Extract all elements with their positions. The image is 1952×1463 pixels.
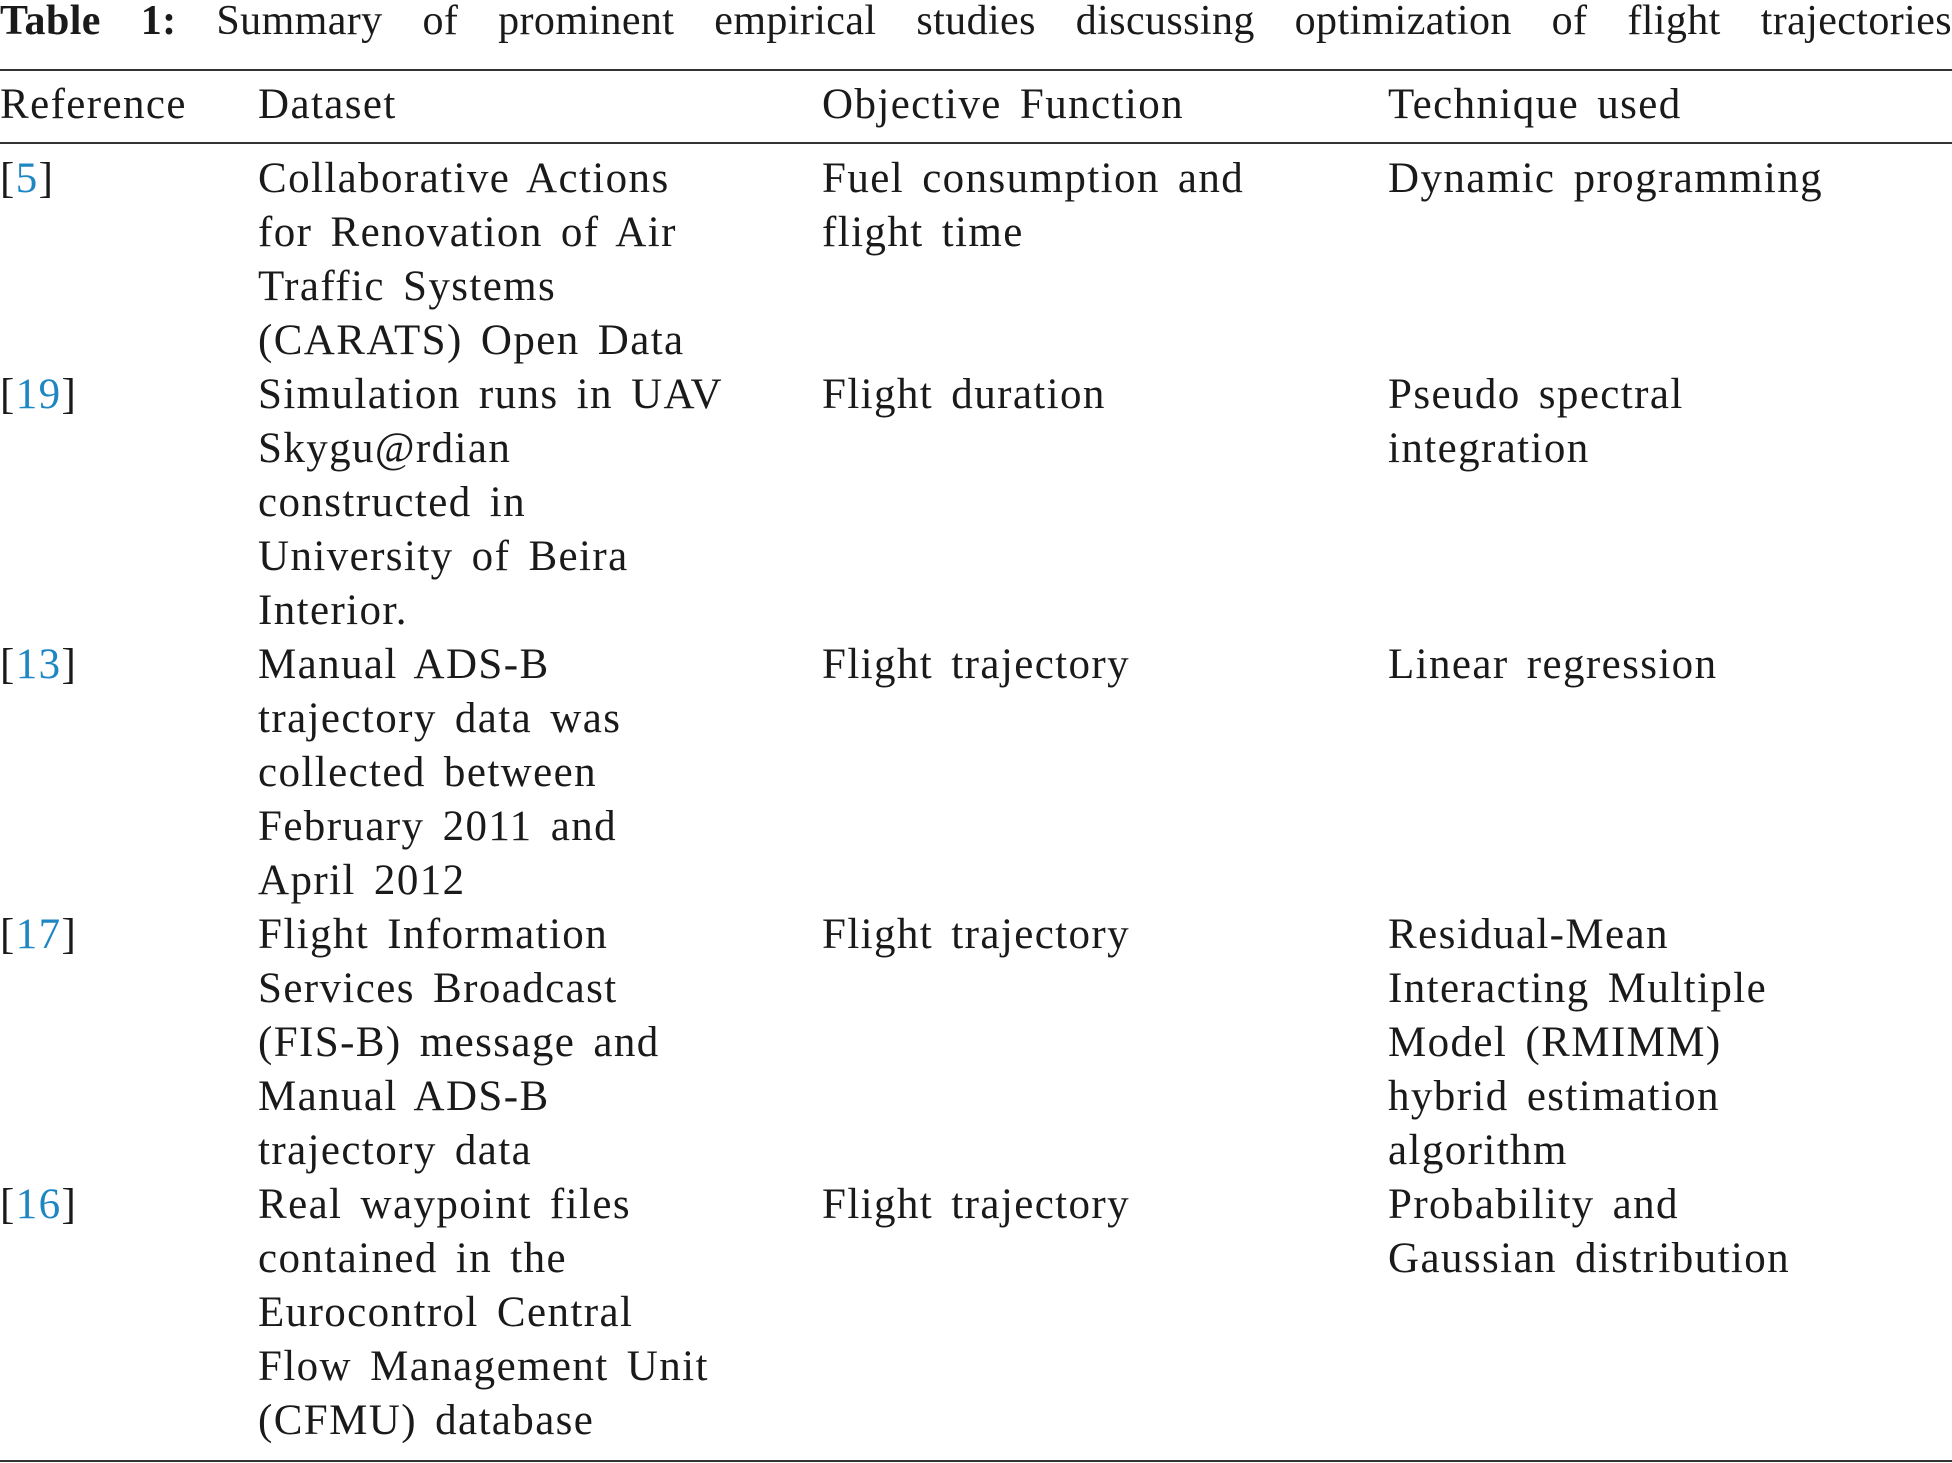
dataset-cell-line: constructed in — [258, 479, 526, 526]
citation-close-bracket: ] — [38, 155, 55, 202]
technique-cell-line: Dynamic programming — [1388, 155, 1824, 202]
dataset-cell-line: February 2011 and — [258, 803, 618, 850]
table-top-rule — [0, 69, 1952, 71]
dataset-cell-line: Manual ADS-B — [258, 1073, 550, 1120]
technique-cell-line: integration — [1388, 425, 1590, 472]
dataset-cell-line: Collaborative Actions — [258, 155, 670, 202]
citation-close-bracket: ] — [61, 371, 78, 418]
dataset-cell-line: Real waypoint files — [258, 1181, 631, 1228]
dataset-cell-line: Manual ADS-B — [258, 641, 550, 688]
technique-cell-line: Pseudo spectral — [1388, 371, 1684, 418]
objective-cell — [822, 368, 1106, 422]
citation-link[interactable]: 5 — [15, 155, 39, 202]
dataset-cell-line: Services Broadcast — [258, 965, 618, 1012]
technique-cell-line: algorithm — [1388, 1127, 1568, 1174]
objective-cell-line: Flight trajectory — [822, 1181, 1131, 1228]
objective-cell — [822, 152, 1244, 260]
dataset-cell-line: (CFMU) database — [258, 1397, 595, 1444]
technique-cell-line: hybrid estimation — [1388, 1073, 1720, 1120]
dataset-cell-line: University of Beira — [258, 533, 629, 580]
citation-link[interactable]: 16 — [15, 1181, 62, 1228]
objective-cell — [822, 638, 1130, 692]
objective-cell — [822, 1178, 1130, 1232]
dataset-cell-line: contained in the — [258, 1235, 568, 1282]
citation-open-bracket: [ — [0, 641, 16, 688]
header-reference: Reference — [0, 81, 187, 128]
technique-cell — [1388, 1178, 1790, 1286]
objective-cell-line: Flight trajectory — [822, 641, 1131, 688]
citation-open-bracket: [ — [0, 911, 16, 958]
dataset-cell — [258, 368, 723, 638]
reference-cell — [0, 908, 77, 962]
citation-open-bracket: [ — [0, 155, 16, 202]
citation-close-bracket: ] — [61, 911, 78, 958]
dataset-cell-line: Simulation runs in UAV — [258, 371, 723, 418]
technique-cell-line: Model (RMIMM) — [1388, 1019, 1722, 1066]
dataset-cell-line: Flow Management Unit — [258, 1343, 709, 1390]
dataset-cell-line: April 2012 — [258, 857, 466, 904]
reference-cell — [0, 152, 54, 206]
technique-cell-line: Linear regression — [1388, 641, 1718, 688]
dataset-cell-line: trajectory data was — [258, 695, 622, 742]
dataset-cell-line: for Renovation of Air — [258, 209, 677, 256]
reference-cell — [0, 1178, 77, 1232]
citation-close-bracket: ] — [61, 1181, 78, 1228]
dataset-cell-line: Interior. — [258, 587, 408, 634]
citation-link[interactable]: 13 — [15, 641, 62, 688]
dataset-cell-line: Traffic Systems — [258, 263, 557, 310]
technique-cell-line: Probability and — [1388, 1181, 1679, 1228]
objective-cell-line: Flight duration — [822, 371, 1106, 418]
technique-cell-line: Interacting Multiple — [1388, 965, 1768, 1012]
technique-cell — [1388, 908, 1767, 1178]
header-technique-used: Technique used — [1388, 81, 1682, 128]
dataset-cell-line: (FIS-B) message and — [258, 1019, 660, 1066]
header-objective-function: Objective Function — [822, 81, 1184, 128]
table-header-rule — [0, 142, 1952, 144]
citation-link[interactable]: 19 — [15, 371, 62, 418]
citation-open-bracket: [ — [0, 371, 16, 418]
header-dataset: Dataset — [258, 81, 397, 128]
objective-cell-line: Flight trajectory — [822, 911, 1131, 958]
technique-cell-line: Gaussian distribution — [1388, 1235, 1791, 1282]
dataset-cell — [258, 908, 660, 1178]
table-caption — [0, 0, 1952, 58]
dataset-cell-line: (CARATS) Open Data — [258, 317, 685, 364]
table-caption-label: Table 1: — [0, 0, 177, 44]
dataset-cell-line: trajectory data — [258, 1127, 533, 1174]
table-bottom-rule — [0, 1460, 1952, 1462]
citation-close-bracket: ] — [61, 641, 78, 688]
objective-cell-line: Fuel consumption and — [822, 155, 1245, 202]
citation-link[interactable]: 17 — [15, 911, 62, 958]
citation-open-bracket: [ — [0, 1181, 16, 1228]
reference-cell — [0, 638, 77, 692]
technique-cell-line: Residual-Mean — [1388, 911, 1669, 958]
table-caption-text: Summary of prominent empirical studies discussing optimization of flight trajectories — [216, 0, 1952, 44]
technique-cell — [1388, 152, 1823, 206]
dataset-cell — [258, 1178, 709, 1448]
dataset-cell — [258, 152, 685, 368]
dataset-cell-line: Eurocontrol Central — [258, 1289, 634, 1336]
technique-cell — [1388, 368, 1684, 476]
dataset-cell-line: collected between — [258, 749, 597, 796]
objective-cell — [822, 908, 1130, 962]
objective-cell-line: flight time — [822, 209, 1024, 256]
dataset-cell — [258, 638, 621, 908]
technique-cell — [1388, 638, 1717, 692]
dataset-cell-line: Skygu@rdian — [258, 425, 512, 472]
reference-cell — [0, 368, 77, 422]
dataset-cell-line: Flight Information — [258, 911, 609, 958]
